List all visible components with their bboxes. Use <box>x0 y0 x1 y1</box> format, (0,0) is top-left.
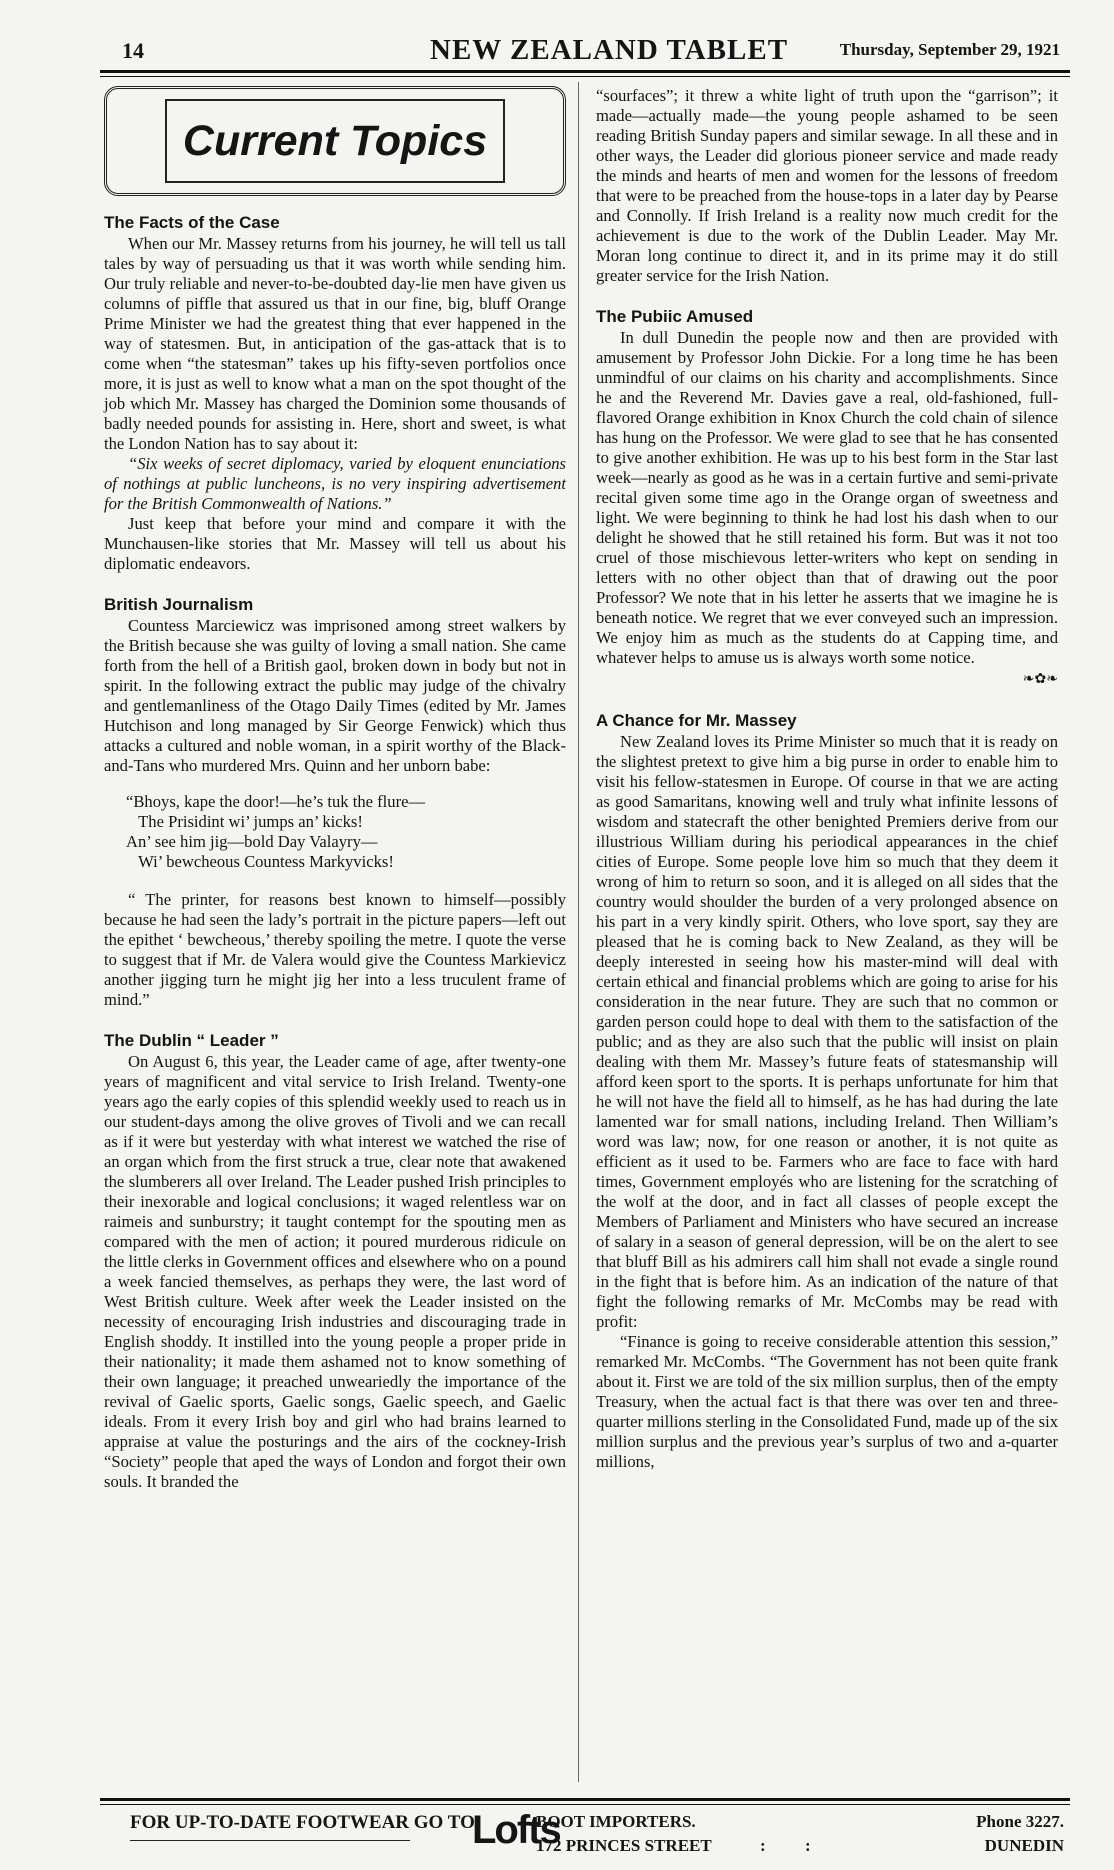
article-paragraph: In dull Dunedin the people now and then are provided with amusement by Professor John Dickie. For a long time he has been unmindful of our claims on his charity and accomplishments. Since he and the Reverend Mr. Davies gave a real, old-fashioned, full-flavored Orange exhibition in Knox Church the cold chain of silence has hung on the Professor. We were glad to see that he has consented to give another exhibition. He was up to his best form in the Star last week—nearly as good as he was in a certain furtive and semi-private recital given some time ago in the Orange organ of sweetness and light. We were beginning to think he had lost his dash when to our delight he showed that he still retained his form. But was it not too cruel of those mischievous letter-writers who kept on sending in letters with no other object than that of drawing out the poor Professor? We note that in his letter he asserts that we imagine he is beneath notice. We regret that we ever conveyed such an impression. We enjoy him as much as the students do at Capping time, and whatever helps to amuse us is always worth some notice. <box>596 328 1058 667</box>
article-paragraph: Just keep that before your mind and compare it with the Munchausen-like stories that Mr. Massey will tell us about his diplomatic endeavors. <box>104 514 566 573</box>
left-column <box>104 86 566 1512</box>
article-facts-of-the-case <box>104 212 566 574</box>
article-paragraph: “ The printer, for reasons best known to himself—possibly because he had seen the lady’s portrait in the picture papers—left out the epithet ‘ bewcheous,’ thereby spoiling the metre. I quote the verse to suggest that if Mr. de Valera would give the Countess Markievicz another jigging turn he might jig her into a less truculent frame of mind.” <box>104 890 566 1009</box>
right-column <box>596 86 1058 1492</box>
footer-city: DUNEDIN <box>984 1836 1064 1855</box>
header-rule <box>100 70 1070 77</box>
footer-separator: : <box>805 1836 811 1855</box>
article-heading: A Chance for Mr. Massey <box>596 711 797 730</box>
footer-address: 172 PRINCES STREET <box>536 1836 712 1855</box>
article-paragraph: New Zealand loves its Prime Minister so much that it is ready on the slightest pretext to give him a big purse in order to enable him to visit his fellow-statesmen in Europe. Of course in that we are acting as good Samaritans, knowing well and truly what infinite lessons of wisdom and statecraft the other benighted Premiers derive from our illustrious William during his periodical appearances in the chief cities of Europe. Some people love him so much that they deem it wrong of him to return so soon, and it is alleged on all sides that the country would shoulder the burden of a very prolonged absence on his part in a very kindly spirit. Others, who love sport, say they are pleased that he is coming back to New Zealand, as they will be deeply interested in seeing how his master-mind will deal with certain ethical and financial problems which are going to arise for his consideration in the near future. They are such that no common or garden person could hope to deal with them to the satisfaction of the public; and as they are also such that the public will insist on plain dealing with them Mr. Massey’s future feats of statesmanship will afford keen sport to the sports. It is perhaps unfortunate for him that he will not have the field all to himself, as he has had during the late lamented war for small nations, including Ireland. Then William’s word was law; now, for one reason or another, it is not quite as efficient as it used to be. Farmers who are face to face with hard times, Government employés who are listening for the scratching of the wolf at the door, and in fact all classes of people except the Members of Parliament and Ministers who have secured an increase of salary in a season of general depression, will be on the alert to see that bluff Bill as his admirers call him shall not evade a single round in the fight that is before him. As an indication of the nature of that fight the following remarks of Mr. McCombs may be read with profit: <box>596 732 1058 1331</box>
footer-slogan: FOR UP-TO-DATE FOOTWEAR GO TO <box>130 1812 475 1833</box>
article-paragraph: On August 6, this year, the Leader came of age, after twenty-one years of magnificent and vital service to Irish Ireland. Twenty-one years ago the early copies of this splendid weekly used to reach us in our student-days among the olive groves of Tivoli and we can recall as if it were but yesterday with what interest we watched the rise of an organ which from the first struck a true, clear note that awakened the slumberers all over Ireland. The Leader pushed Irish principles to their inexorable and logical conclusions; it waged relentless war on raimeis and sunburstry; it taught contempt for the spouting men as compared with the men of action; it poured murderous ridicule on the little clerks in Government offices and elsewhere who on a pound a week fancied themselves, as perhaps they were, the last word of West British culture. Week after week the Leader insisted on the necessity of encouraging Irish industries and discouraging trade in English shoddy. It instilled into the young people a proper pride in their nationality; it made them ashamed not to know something of their own language; it preached unweariedly the importance of the revival of Gaelic sports, Gaelic songs, Gaelic speech, and Gaelic ideals. From it every Irish boy and girl who had brains learned to appraise at value the posturings and the airs of the cockney-Irish “Society” people that aped the ways of London and forgot their own souls. It branded the <box>104 1052 566 1491</box>
ornament-icon: ❧✿❧ <box>1022 672 1058 687</box>
issue-date: Thursday, September 29, 1921 <box>839 40 1060 59</box>
section-banner <box>104 86 566 196</box>
article-paragraph: When our Mr. Massey returns from his journey, he will tell us tall tales by way of persuading us that it was worth while sending him. Our truly reliable and never-to-be-doubted day-lie men have given us columns of piffle that assured us that in our fine, big, bluff Orange Prime Minister we had the greatest thing that ever happened in the way of statesmen. But, in anticipation of the gas-attack that is to come when “the statesman” takes up his fifty-seven portfolios once more, it is just as well to know what a man on the spot thought of the job which Mr. Massey has charged the Dominion some thousands of badly needed pounds for assisting in. Here, short and sweet, is what the London Nation has to say about it: <box>104 234 566 453</box>
article-paragraph: Countess Marciewicz was imprisoned among street walkers by the British because she was guilty of loving a small nation. She came forth from the hell of a British gaol, broken down in body but not in spirit. In the following extract the public may judge of the chivalry and gentlemanliness of the Otago Daily Times (edited by Mr. James Hutchison and long managed by Sir George Fenwick) which thus attacks a cultured and noble woman, in a spirit worthy of the Black-and-Tans who murdered Mrs. Quinn and her unborn babe: <box>104 616 566 775</box>
article-continuation <box>596 86 1058 286</box>
article-heading: The Dublin “ Leader ” <box>104 1031 279 1050</box>
article-heading: The Facts of the Case <box>104 213 280 232</box>
article-heading: British Journalism <box>104 595 254 614</box>
footer-separator: : <box>760 1836 766 1855</box>
article-quote: “Six weeks of secret diplomacy, varied by eloquent enunciations of nothings at public luncheons, is no very inspiring advertisement for the British Commonwealth of Nations.” <box>104 454 566 513</box>
article-paragraph: “Finance is going to receive considerable attention this session,” remarked Mr. McCombs. “The Government has not been quite frank about it. First we are told of the six million surplus, then of the empty Treasury, when the actual fact is that there was over ten and three-quarter millions sterling in the Consolidated Fund, made up of the six million surplus and the previous year’s surplus of two and a-quarter millions, <box>596 1332 1058 1471</box>
page-number: 14 <box>122 38 144 63</box>
footer-phone: Phone 3227. <box>976 1812 1064 1831</box>
footer-underline <box>130 1840 410 1841</box>
footer-rule <box>100 1798 1070 1805</box>
footer-advertisement <box>100 1806 1070 1864</box>
article-british-journalism <box>104 594 566 1010</box>
banner-title: Current Topics <box>182 117 488 165</box>
verse-line: The Prisidint wi’ jumps an’ kicks! <box>126 812 363 831</box>
column-divider <box>578 82 579 1782</box>
verse-line: An’ see him jig—bold Day Valayry— <box>126 832 378 851</box>
verse-line: “Bhoys, kape the door!—he’s tuk the flure— <box>126 792 426 811</box>
article-public-amused <box>596 306 1058 690</box>
advertiser-logo: Lofts <box>472 1808 560 1852</box>
article-dublin-leader <box>104 1030 566 1492</box>
article-paragraph: “sourfaces”; it threw a white light of truth upon the “garrison”; it made—actually made—the young people ashamed to be seen reading British Sunday papers and similar sewage. In all these and in other ways, the Leader did glorious pioneer service and made ready the minds and hearts of men and women for the lessons of freedom that were to be preached from the house-tops in a later day by Pearse and Connolly. If Irish Ireland is a reality now much credit for the achievement is due to the work of the Dublin Leader. May Mr. Moran long continue to direct it, and in its prime may it do still greater service for the Irish Nation. <box>596 86 1058 285</box>
verse-line: Wi’ bewcheous Countess Markyvicks! <box>126 852 394 871</box>
article-chance-for-massey <box>596 710 1058 1472</box>
verse-block <box>126 792 566 872</box>
footer-business-type: BOOT IMPORTERS. <box>536 1812 696 1831</box>
page-header <box>100 34 1070 66</box>
publication-title: NEW ZEALAND TABLET <box>430 34 789 66</box>
article-heading: The Pubiic Amused <box>596 307 754 326</box>
